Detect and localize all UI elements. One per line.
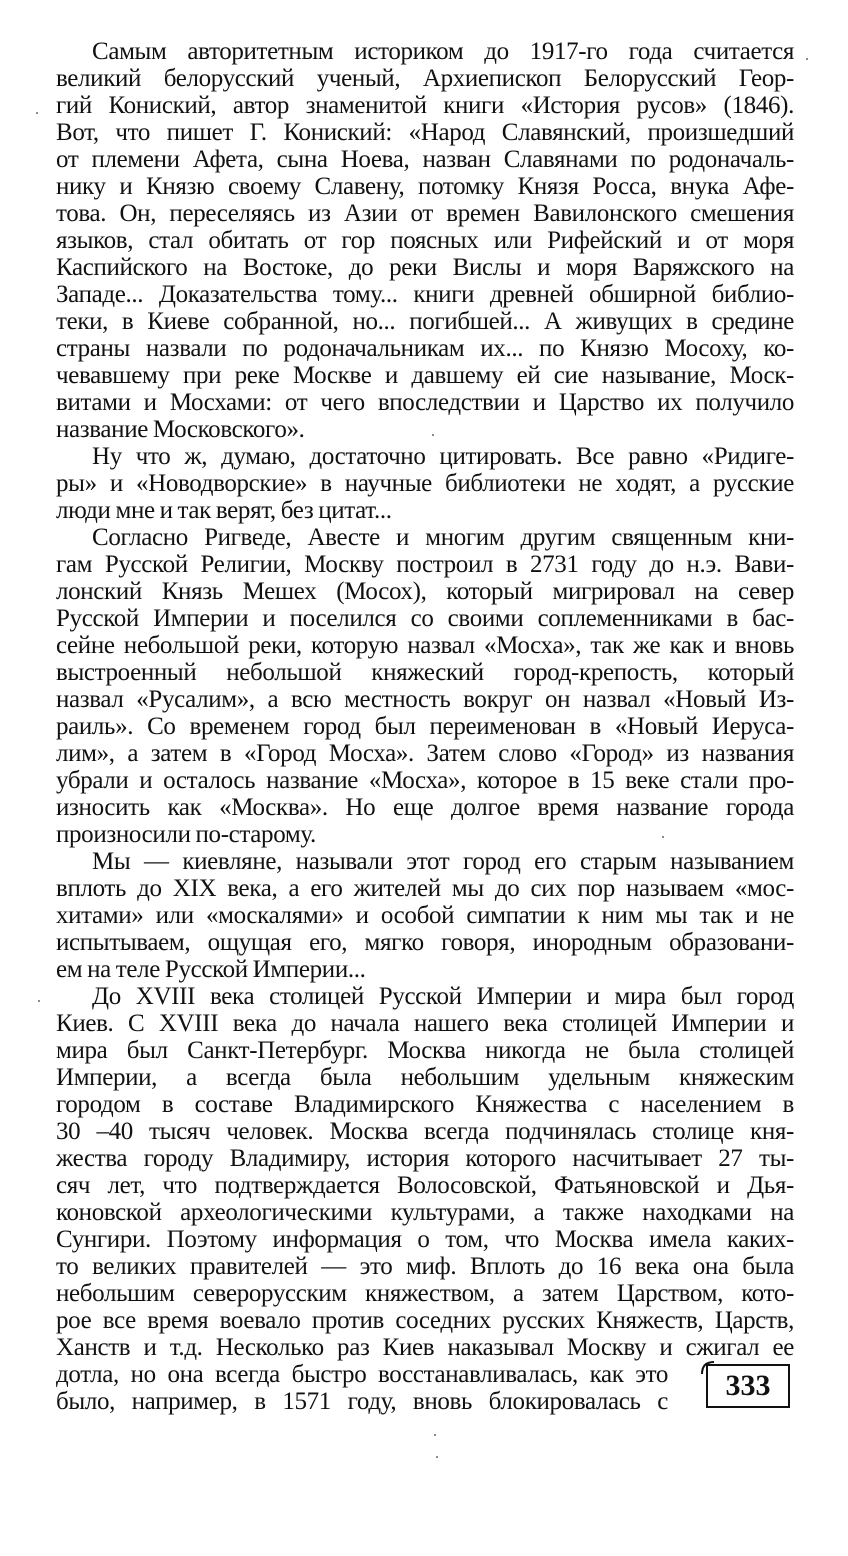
paragraph	[56, 848, 794, 983]
text-line: страны назвали по родоначальникам их... по Князю Мосоху, ко-	[56, 335, 794, 362]
text-line: Сунгири. Поэтому информация о том, что Москва имела каких-	[56, 1226, 794, 1253]
text-line: дотла, но она всегда быстро восстанавливалась, как это	[56, 1361, 668, 1388]
text-line: Вот, что пишет Г. Кониский: «Народ Славянский, произшедший	[56, 119, 794, 146]
text-line: витами и Мосхами: от чего впоследствии и Царство их получило	[56, 389, 794, 416]
scan-speck	[806, 58, 808, 60]
text-line: нику и Князю своему Славену, потомку Князя Росса, внука Афе-	[56, 173, 794, 200]
text-line: Каспийского на Востоке, до реки Вислы и моря Варяжского на	[56, 254, 794, 281]
scan-speck	[434, 1434, 436, 1436]
text-line: люди мне и так верят, без цитат...	[56, 497, 392, 524]
page-number: 333	[706, 1364, 790, 1408]
page-text	[56, 38, 794, 1415]
paragraph	[56, 443, 794, 524]
scan-speck	[36, 112, 38, 114]
text-line: произносили по-старому.	[56, 821, 316, 848]
text-line: мира был Санкт-Петербург. Москва никогда не была столицей	[56, 1037, 794, 1064]
text-line: вплоть до XIX века, а его жителей мы до сих пор называем «мос-	[56, 875, 794, 902]
text-line: от племени Афета, сына Ноева, назван Славянами по родоначаль-	[56, 146, 794, 173]
text-line: назвал «Русалим», а всю местность вокруг он назвал «Новый Из-	[56, 686, 794, 713]
text-line: гий Кониский, автор знаменитой книги «История русов» (1846).	[56, 92, 794, 119]
text-line: 30 –40 тысяч человек. Москва всегда подчинялась столице кня-	[56, 1118, 794, 1145]
text-line: было, например, в 1571 году, вновь блокировалась с	[56, 1388, 668, 1415]
text-line: то великих правителей — это миф. Вплоть до 16 века она была	[56, 1253, 794, 1280]
text-line: ры» и «Новодворские» в научные библиотеки не ходят, а русские	[56, 470, 794, 497]
text-line: коновской археологическими культурами, а также находками на	[56, 1199, 794, 1226]
text-line: Русской Империи и поселился со своими соплеменниками в бас-	[56, 605, 794, 632]
text-line: небольшим северорусским княжеством, а затем Царством, кото-	[56, 1280, 794, 1307]
text-line: До XVIII века столицей Русской Империи и мира был город	[92, 983, 794, 1010]
text-line: ем на теле Русской Империи...	[56, 956, 366, 983]
scan-speck	[38, 1000, 40, 1002]
text-line: великий белорусский ученый, Архиепископ Белорусский Геор-	[56, 65, 794, 92]
text-line: Киев. С XVIII века до начала нашего века столицей Империи и	[56, 1010, 794, 1037]
text-line: рое все время воевало против соседних русских Княжеств, Царств,	[56, 1307, 794, 1334]
text-line: Империи, а всегда была небольшим удельным княжеским	[56, 1064, 794, 1091]
paragraph	[56, 983, 794, 1415]
text-line: Самым авторитетным историком до 1917-го года считается	[92, 38, 794, 65]
text-line: Ханств и т.д. Несколько раз Киев наказывал Москву и сжигал ее	[56, 1334, 794, 1361]
text-line: лонский Князь Мешех (Мосох), который мигрировал на север	[56, 578, 794, 605]
text-line: Ну что ж, думаю, достаточно цитировать. Все равно «Ридиге-	[92, 443, 794, 470]
paragraph	[56, 38, 794, 443]
text-line: това. Он, переселяясь из Азии от времен Вавилонского смешения	[56, 200, 794, 227]
text-line: Согласно Ригведе, Авесте и многим другим священным кни-	[92, 524, 794, 551]
scan-speck	[432, 434, 434, 436]
text-line: жества городу Владимиру, история которого насчитывает 27 ты-	[56, 1145, 794, 1172]
text-line: языков, стал обитать от гор поясных или Рифейский и от моря	[56, 227, 794, 254]
text-line: лим», а затем в «Город Мосха». Затем слово «Город» из названия	[56, 740, 794, 767]
text-line: убрали и осталось название «Мосха», которое в 15 веке стали про-	[56, 767, 794, 794]
text-line: испытываем, ощущая его, мягко говоря, инородным образовани-	[56, 929, 794, 956]
text-line: городом в составе Владимирского Княжества с населением в	[56, 1091, 794, 1118]
text-line: гам Русской Религии, Москву построил в 2731 году до н.э. Вави-	[56, 551, 794, 578]
text-line: Западе... Доказательства тому... книги древней обширной библио-	[56, 281, 794, 308]
text-line: выстроенный небольшой княжеский город-крепость, который	[56, 659, 794, 686]
text-line: сейне небольшой реки, которую назвал «Мосха», так же как и вновь	[56, 632, 794, 659]
paragraph	[56, 524, 794, 848]
text-line: чевавшему при реке Москве и давшему ей сие называние, Моск-	[56, 362, 794, 389]
text-line: сяч лет, что подтверждается Волосовской, Фатьяновской и Дья-	[56, 1172, 794, 1199]
scan-speck	[436, 1456, 438, 1458]
text-line: хитами» или «москалями» и особой симпатии к ним мы так и не	[56, 902, 794, 929]
text-line: Мы — киевляне, называли этот город его старым называнием	[92, 848, 794, 875]
text-line: название Московского».	[56, 416, 305, 443]
text-line: раиль». Со временем город был переименован в «Новый Иеруса-	[56, 713, 794, 740]
scan-speck	[662, 836, 664, 838]
text-line: износить как «Москва». Но еще долгое время название города	[56, 794, 794, 821]
text-line: теки, в Киеве собранной, но... погибшей... А живущих в средине	[56, 308, 794, 335]
